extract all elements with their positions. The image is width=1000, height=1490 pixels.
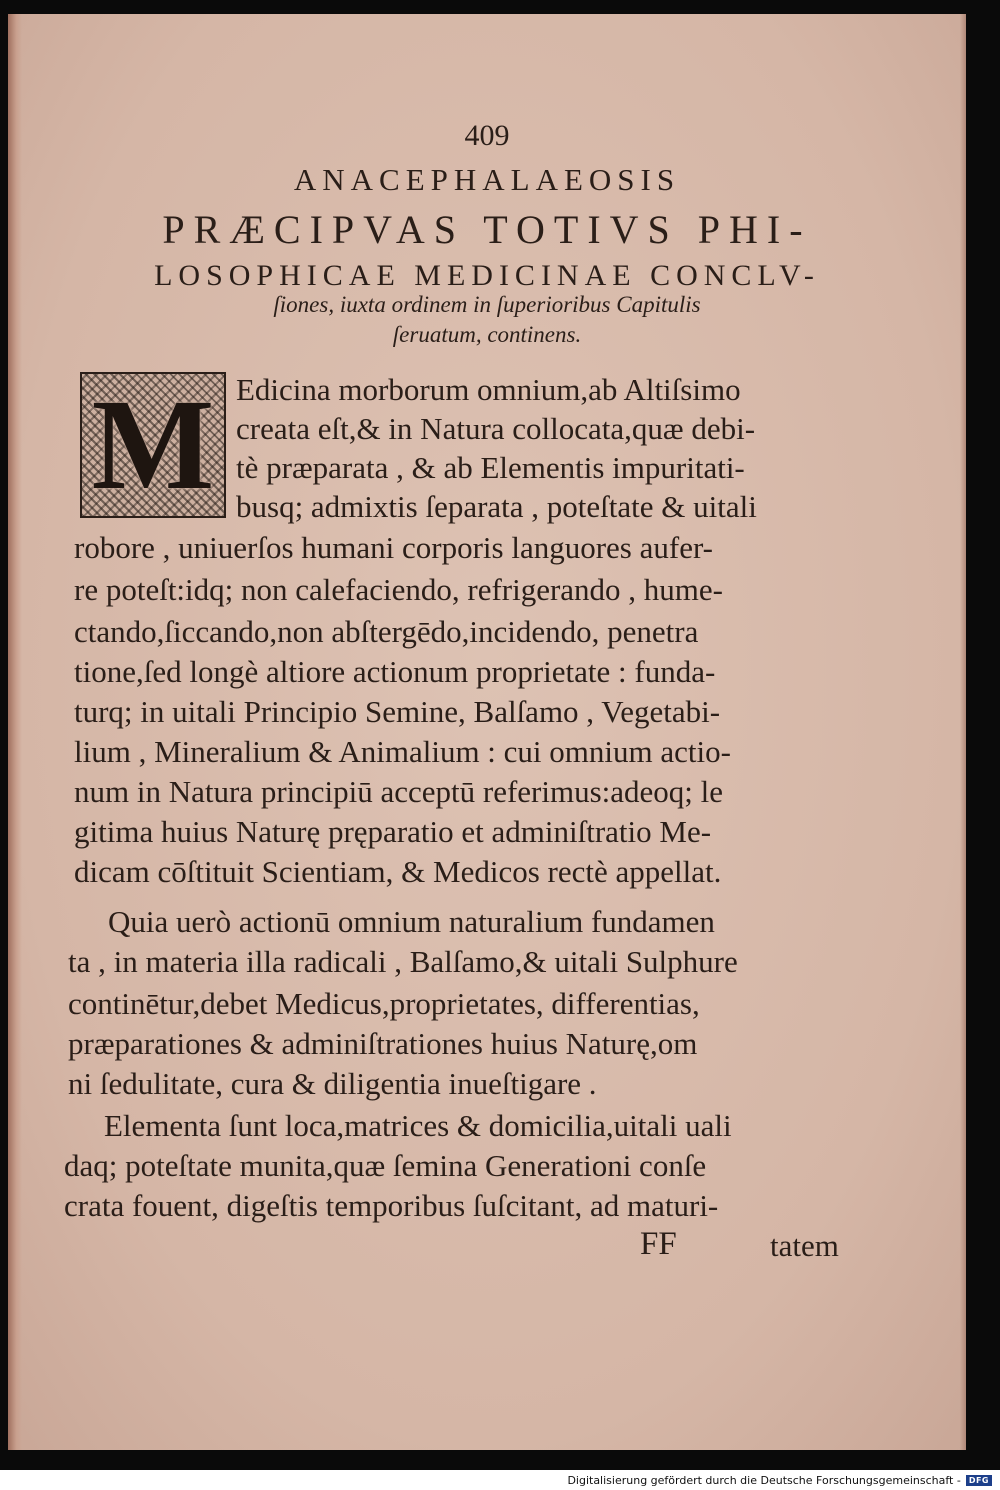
body-line-15: ta , in materia illa radicali , Balſamo,& uitali Sulphure bbox=[68, 944, 738, 979]
body-line-10: lium , Mineralium & Animalium : cui omnium actio- bbox=[74, 734, 731, 769]
catchword: tatem bbox=[770, 1228, 839, 1263]
subtitle-line-2: ſeruatum, continens. bbox=[392, 322, 582, 347]
book-page bbox=[8, 14, 966, 1450]
body-line-8: tione,ſed longè altiore actionum proprietate : funda- bbox=[74, 654, 716, 689]
body-line-12: gitima huius Naturę pręparatio et adminiſtratio Me- bbox=[74, 814, 712, 849]
body-line-11: num in Natura principiū acceptū referimus:adeoq; le bbox=[74, 774, 724, 809]
body-line-14: Quia uerò actionū omnium naturalium fundamen bbox=[108, 904, 715, 939]
subtitle-line-1: ſiones, iuxta ordinem in ſuperioribus Capitulis bbox=[273, 292, 701, 317]
decorated-initial bbox=[80, 372, 226, 518]
title-line-1: ANACEPHALAEOSIS bbox=[293, 162, 681, 197]
footer-credit-text: Digitalisierung gefördert durch die Deutsche Forschungsgemeinschaft - bbox=[567, 1474, 961, 1487]
title-line-3: LOSOPHICAE MEDICINAE CONCLV- bbox=[154, 259, 820, 292]
body-line-1: Edicina morborum omnium,ab Altiſsimo bbox=[236, 372, 741, 407]
body-line-4: busq; admixtis ſeparata , poteſtate & uitali bbox=[236, 489, 757, 524]
body-line-3: tè præparata , & ab Elementis impuritati- bbox=[236, 450, 745, 485]
page-number: 409 bbox=[464, 119, 510, 152]
body-line-20: daq; poteſtate munita,quæ ſemina Generationi conſe bbox=[64, 1148, 707, 1183]
title-line-2: PRÆCIPVAS TOTIVS PHI- bbox=[162, 207, 812, 252]
body-line-18: ni ſedulitate, cura & diligentia inueſtigare . bbox=[68, 1066, 597, 1101]
digitization-footer bbox=[567, 1473, 992, 1488]
body-line-9: turq; in uitali Principio Semine, Balſamo , Vegetabi- bbox=[74, 694, 721, 729]
body-line-2: creata eſt,& in Natura collocata,quæ debi- bbox=[236, 411, 756, 446]
dfg-logo: DFG bbox=[966, 1475, 992, 1486]
body-line-6: re poteſt:idq; non calefaciendo, refrigerando , hume- bbox=[74, 572, 724, 607]
body-line-16: continētur,debet Medicus,proprietates, differentias, bbox=[68, 986, 700, 1021]
signature-mark: FF bbox=[640, 1226, 677, 1262]
body-line-5: robore , uniuerſos humani corporis languores aufer- bbox=[74, 530, 713, 565]
body-line-7: ctando,ſiccando,non abſtergēdo,incidendo, penetra bbox=[74, 614, 699, 649]
body-line-19: Elementa ſunt loca,matrices & domicilia,uitali uali bbox=[104, 1108, 732, 1143]
body-line-17: præparationes & adminiſtrationes huius Naturę,om bbox=[68, 1026, 698, 1061]
initial-letter: M bbox=[91, 373, 215, 517]
body-line-21: crata fouent, digeſtis temporibus ſuſcitant, ad maturi- bbox=[64, 1188, 719, 1223]
body-line-13: dicam cōſtituit Scientiam, & Medicos rectè appellat. bbox=[74, 854, 722, 889]
